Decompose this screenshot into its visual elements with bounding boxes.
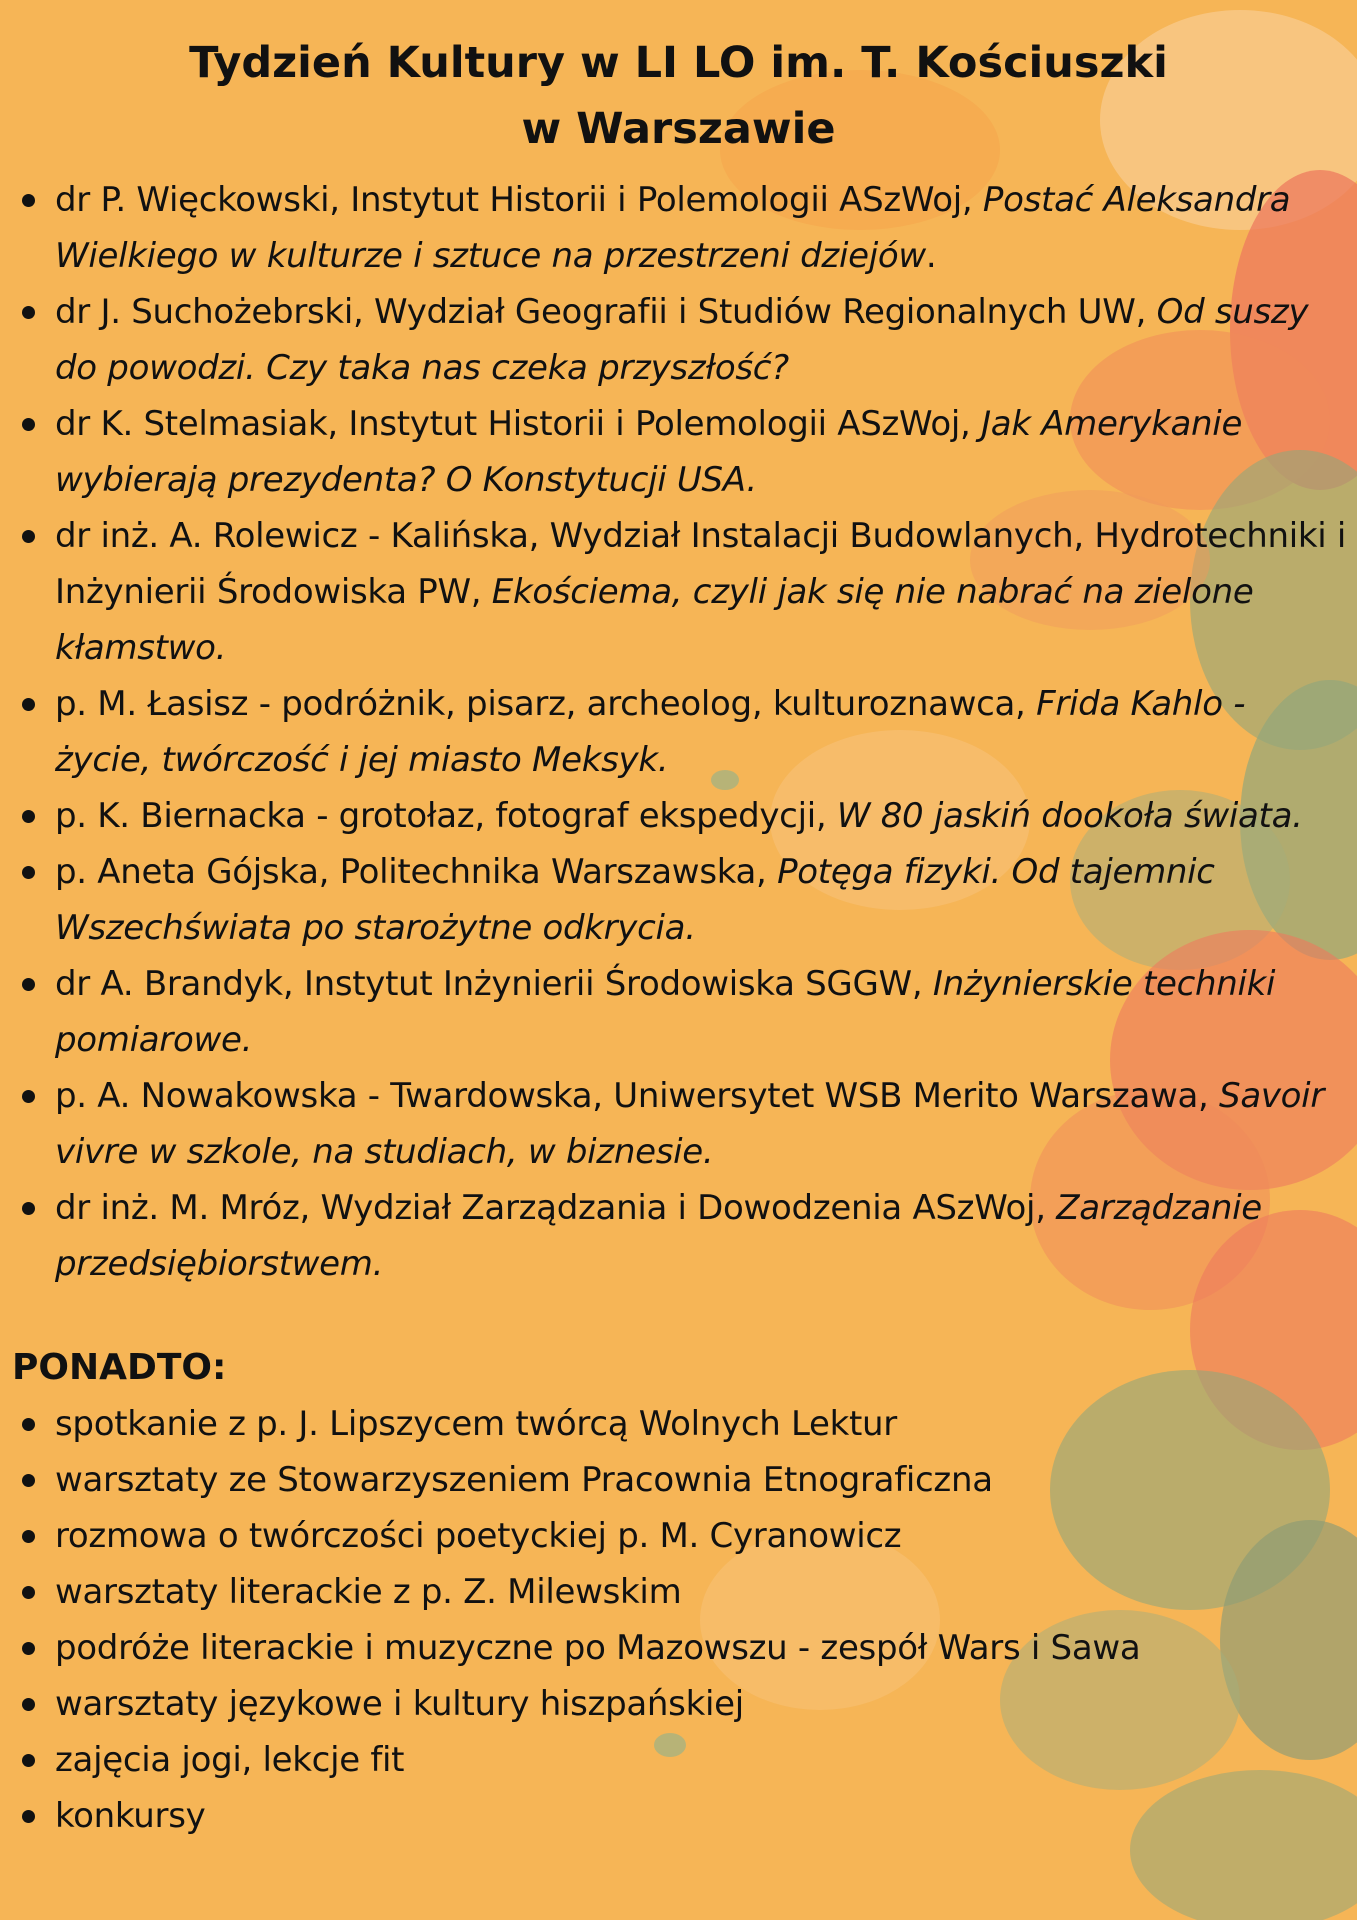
extras-item (0, 1732, 1357, 1788)
lecture-topic: W 80 jaskiń dookoła świata. (836, 796, 1303, 836)
lecture-speaker: dr inż. M. Mróz, Wydział Zarządzania i Dowodzenia ASzWoj, (55, 1188, 1057, 1228)
bullet-icon (22, 1642, 35, 1655)
lecture-tail: . (925, 236, 937, 276)
bullet-icon (22, 530, 35, 543)
extras-item-label: konkursy (55, 1796, 206, 1836)
lecture-item (0, 1068, 1357, 1180)
extras-item (0, 1508, 1357, 1564)
lecture-item (0, 676, 1357, 788)
lecture-item (0, 1180, 1357, 1292)
extras-item-label: spotkanie z p. J. Lipszycem twórcą Wolnych Lektur (55, 1404, 897, 1444)
extras-item (0, 1564, 1357, 1620)
lecture-speaker: p. M. Łasisz - podróżnik, pisarz, archeolog, kulturoznawca, (55, 684, 1037, 724)
extras-heading: PONADTO: (12, 1347, 227, 1388)
bullet-icon (22, 1810, 35, 1823)
lecture-topic: Postać Aleksandra Wielkiego w kulturze i sztuce na przestrzeni dziejów (55, 180, 1291, 276)
bullet-icon (22, 1530, 35, 1543)
extras-item-label: warsztaty literackie z p. Z. Milewskim (55, 1572, 682, 1612)
extras-item (0, 1452, 1357, 1508)
poster-title-line-2: w Warszawie (521, 104, 836, 154)
lecture-speaker: p. K. Biernacka - grotołaz, fotograf ekspedycji, (55, 796, 837, 836)
bullet-icon (22, 1418, 35, 1431)
poster-title-line-1: Tydzień Kultury w LI LO im. T. Kościuszki (189, 38, 1168, 88)
lecture-topic: Ekościema, czyli jak się nie nabrać na zielone kłamstwo. (55, 572, 1254, 668)
lecture-item (0, 172, 1357, 284)
lecture-list (0, 172, 1357, 1292)
lecture-item (0, 284, 1357, 396)
lecture-topic: Zarządzanie przedsiębiorstwem. (55, 1188, 1262, 1284)
extras-item (0, 1788, 1357, 1844)
lecture-speaker: p. A. Nowakowska - Twardowska, Uniwersytet WSB Merito Warszawa, (55, 1076, 1220, 1116)
extras-list (0, 1396, 1357, 1844)
lecture-speaker: dr inż. A. Rolewicz - Kalińska, Wydział Instalacji Budowlanych, Hydrotechniki i Inżynierii Środowiska PW, (55, 516, 1347, 612)
bullet-icon (22, 1586, 35, 1599)
lecture-topic: Frida Kahlo - życie, twórczość i jej miasto Meksyk. (55, 684, 1246, 780)
bullet-icon (22, 978, 35, 991)
lecture-topic: Savoir vivre w szkole, na studiach, w biznesie. (55, 1076, 1325, 1172)
extras-item-label: rozmowa o twórczości poetyckiej p. M. Cyranowicz (55, 1516, 902, 1556)
bullet-icon (22, 1698, 35, 1711)
lecture-item (0, 396, 1357, 508)
bullet-icon (22, 194, 35, 207)
lecture-topic: Inżynierskie techniki pomiarowe. (55, 964, 1276, 1060)
bullet-icon (22, 306, 35, 319)
extras-item-label: warsztaty ze Stowarzyszeniem Pracownia Etnograficzna (55, 1460, 993, 1500)
bullet-icon (22, 810, 35, 823)
extras-item-label: podróże literackie i muzyczne po Mazowszu - zespół Wars i Sawa (55, 1628, 1141, 1668)
lecture-speaker: dr K. Stelmasiak, Instytut Historii i Polemologii ASzWoj, (55, 404, 982, 444)
bullet-icon (22, 1202, 35, 1215)
lecture-item (0, 956, 1357, 1068)
bullet-icon (22, 1474, 35, 1487)
bullet-icon (22, 866, 35, 879)
lecture-item (0, 844, 1357, 956)
lecture-speaker: p. Aneta Gójska, Politechnika Warszawska, (55, 852, 778, 892)
lecture-topic: Od suszy do powodzi. Czy taka nas czeka przyszłość? (55, 292, 1309, 388)
lecture-speaker: dr J. Suchożebrski, Wydział Geografii i Studiów Regionalnych UW, (55, 292, 1157, 332)
bullet-icon (22, 698, 35, 711)
poster-title (0, 30, 1357, 162)
extras-item (0, 1396, 1357, 1452)
bullet-icon (22, 1754, 35, 1767)
bullet-icon (22, 1090, 35, 1103)
lecture-topic: Jak Amerykanie wybierają prezydenta? O Konstytucji USA. (55, 404, 1243, 500)
extras-item (0, 1620, 1357, 1676)
bullet-icon (22, 418, 35, 431)
extras-item-label: warsztaty językowe i kultury hiszpańskiej (55, 1684, 744, 1724)
lecture-item (0, 508, 1357, 676)
lecture-topic: Potęga fizyki. Od tajemnic Wszechświata po starożytne odkrycia. (55, 852, 1215, 948)
lecture-item (0, 788, 1357, 844)
extras-item (0, 1676, 1357, 1732)
extras-item-label: zajęcia jogi, lekcje fit (55, 1740, 405, 1780)
lecture-speaker: dr P. Więckowski, Instytut Historii i Polemologii ASzWoj, (55, 180, 983, 220)
lecture-speaker: dr A. Brandyk, Instytut Inżynierii Środowiska SGGW, (55, 964, 933, 1004)
